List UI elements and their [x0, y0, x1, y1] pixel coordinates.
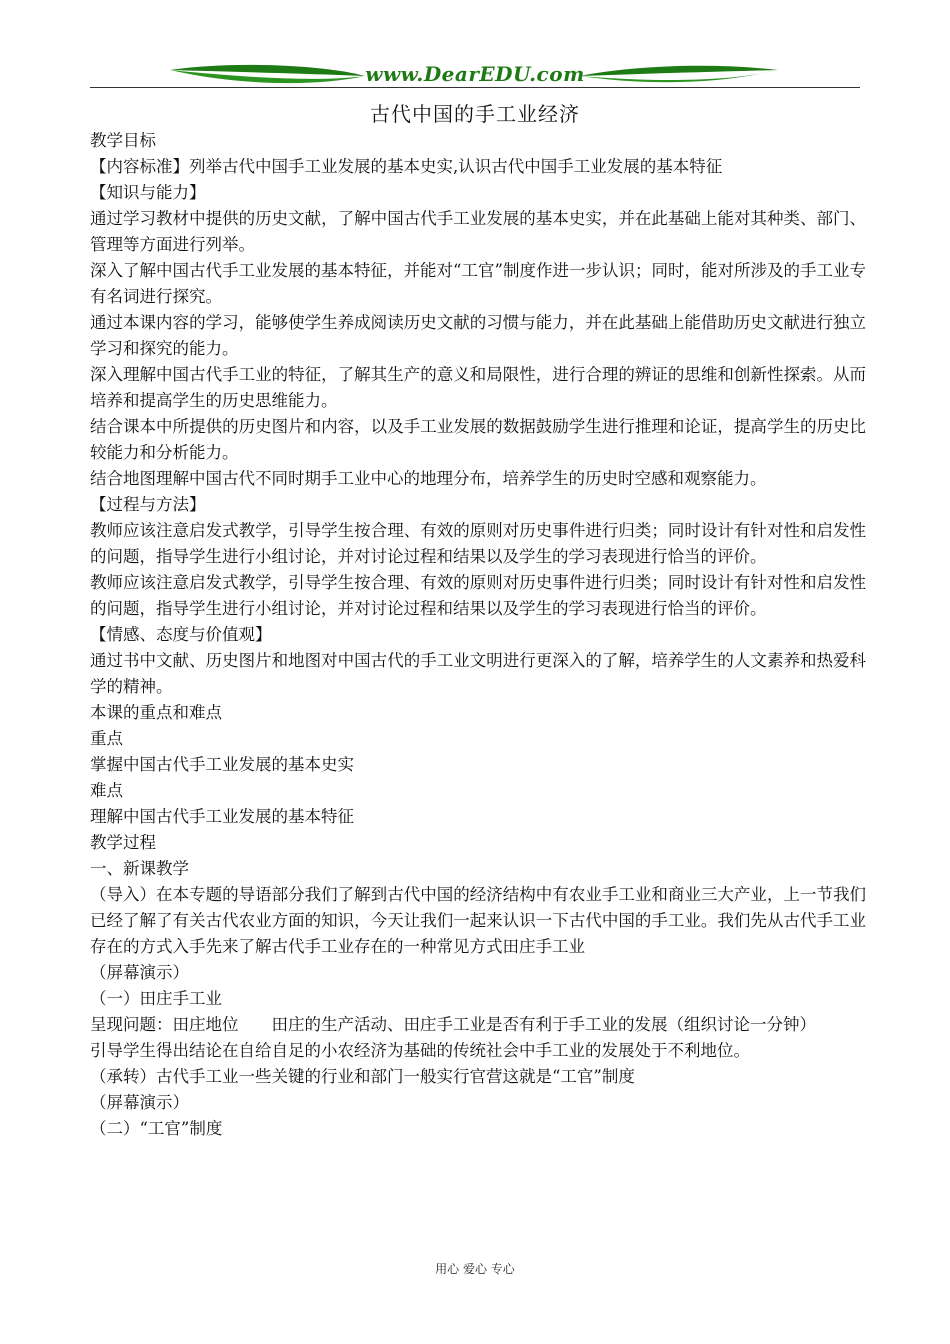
paragraph: （二）“工官”制度 — [90, 1119, 223, 1138]
paragraph: （屏幕演示） — [90, 1093, 189, 1112]
header-divider — [90, 87, 860, 88]
paragraph: 【过程与方法】 — [90, 495, 206, 514]
paragraph: 【知识与能力】 — [90, 183, 206, 202]
paragraph: 难点 — [90, 781, 123, 800]
paragraph: 引导学生得出结论在自给自足的小农经济为基础的传统社会中手工业的发展处于不利地位。 — [90, 1041, 750, 1060]
page-footer: 用心 爱心 专心 — [435, 1262, 515, 1276]
paragraph: 教学目标 — [90, 131, 156, 150]
paragraph: 深入了解中国古代手工业发展的基本特征，并能对“工官”制度作进一步认识；同时，能对所涉及的手工业专有名词进行探究。 — [90, 261, 866, 306]
paragraph: 通过书中文献、历史图片和地图对中国古代的手工业文明进行更深入的了解，培养学生的人文素养和热爱科学的精神。 — [90, 651, 866, 696]
paragraph: 通过学习教材中提供的历史文献，了解中国古代手工业发展的基本史实，并在此基础上能对其种类、部门、管理等方面进行列举。 — [90, 209, 866, 254]
paragraph: 结合课本中所提供的历史图片和内容，以及手工业发展的数据鼓励学生进行推理和论证，提高学生的历史比较能力和分析能力。 — [90, 417, 866, 462]
paragraph: （一）田庄手工业 — [90, 989, 222, 1008]
paragraph: 教师应该注意启发式教学，引导学生按合理、有效的原则对历史事件进行归类；同时设计有针对性和启发性的问题，指导学生进行小组讨论，并对讨论过程和结果以及学生的学习表现进行恰当的评价。 — [90, 521, 866, 566]
paragraph: 深入理解中国古代手工业的特征，了解其生产的意义和局限性，进行合理的辨证的思维和创新性探索。从而培养和提高学生的历史思维能力。 — [90, 365, 866, 410]
paragraph: 通过本课内容的学习，能够使学生养成阅读历史文献的习惯与能力，并在此基础上能借助历史文献进行独立学习和探究的能力。 — [90, 313, 866, 358]
paragraph: （承转）古代手工业一些关键的行业和部门一般实行官营这就是“工官”制度 — [90, 1067, 635, 1086]
document-body — [90, 128, 866, 1142]
page-title: 古代中国的手工业经济 — [370, 102, 580, 126]
paragraph: 【内容标准】列举古代中国手工业发展的基本史实,认识古代中国手工业发展的基本特征 — [90, 157, 723, 176]
paragraph: 教师应该注意启发式教学，引导学生按合理、有效的原则对历史事件进行归类；同时设计有针对性和启发性的问题，指导学生进行小组讨论，并对讨论过程和结果以及学生的学习表现进行恰当的评价。 — [90, 573, 866, 618]
paragraph: 理解中国古代手工业发展的基本特征 — [90, 807, 354, 826]
paragraph: 重点 — [90, 729, 123, 748]
paragraph: 一、新课教学 — [90, 859, 189, 878]
paragraph: 教学过程 — [90, 833, 156, 852]
paragraph: （导入）在本专题的导语部分我们了解到古代中国的经济结构中有农业手工业和商业三大产业，上一节我们已经了解了有关古代农业方面的知识，今天让我们一起来认识一下古代中国的手工业。我们先从古代手工业存在的方式入手先来了解古代手工业存在的一种常见方式田庄手工业 — [90, 885, 866, 956]
paragraph: （屏幕演示） — [90, 963, 189, 982]
paragraph: 掌握中国古代手工业发展的基本史实 — [90, 755, 354, 774]
paragraph: 【情感、态度与价值观】 — [90, 625, 272, 644]
paragraph: 本课的重点和难点 — [90, 703, 222, 722]
paragraph: 结合地图理解中国古代不同时期手工业中心的地理分布，培养学生的历史时空感和观察能力。 — [90, 469, 767, 488]
paragraph: 呈现问题：田庄地位 田庄的生产活动、田庄手工业是否有利于手工业的发展（组织讨论一分钟） — [90, 1015, 816, 1034]
banner-site-url[interactable]: www.DearEDU.com — [365, 62, 585, 86]
